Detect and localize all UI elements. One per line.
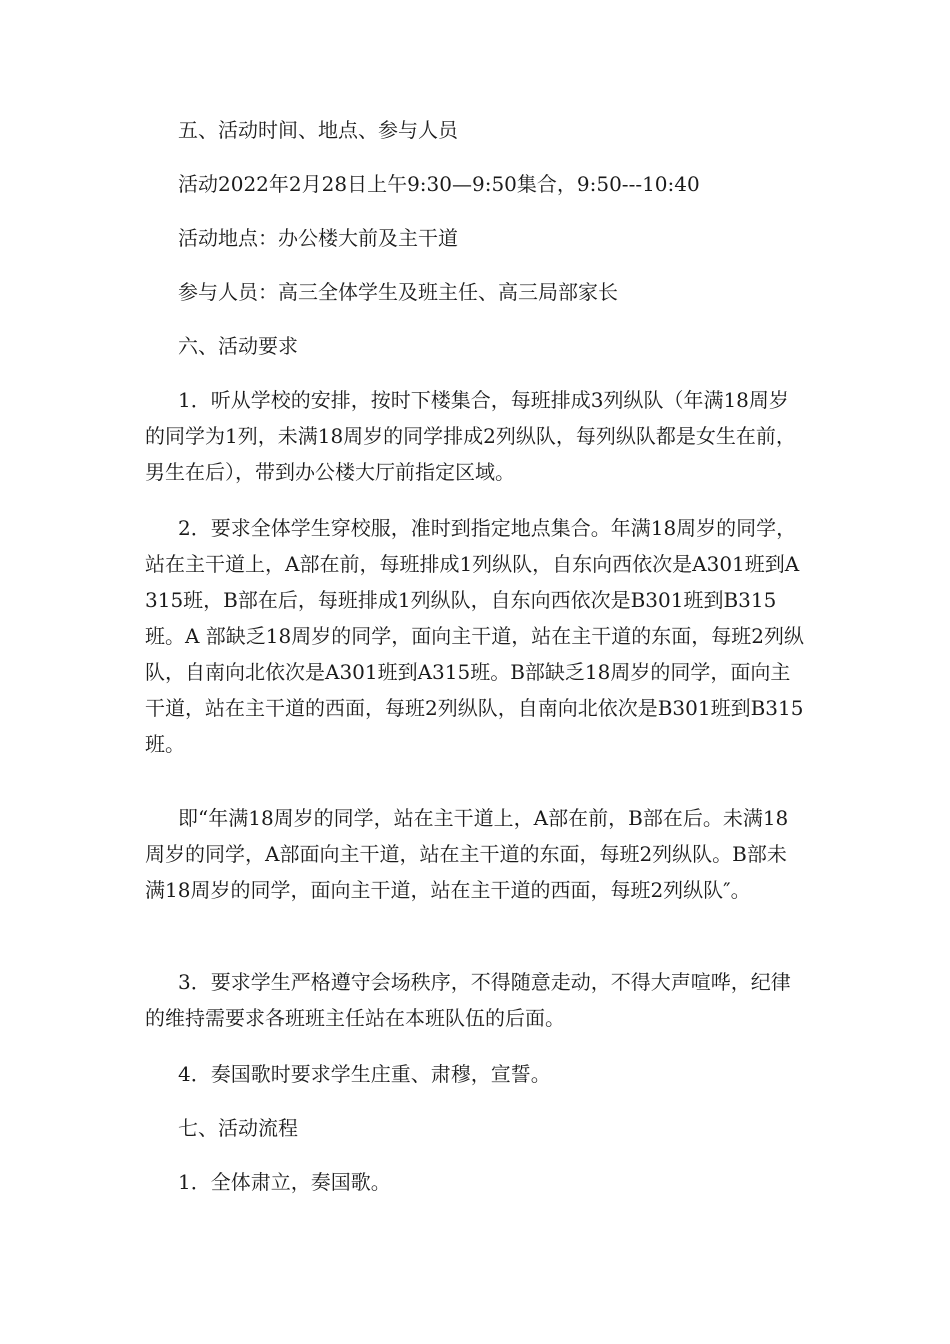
- section-heading-time-place: 五、活动时间、地点、参与人员: [178, 118, 458, 142]
- paragraph-summary-quote: 即“年满18周岁的同学，站在主干道上，A部在前，B部在后。未满18周岁的同学，A部面向主干道，站在主干道的东面，每班2列纵队。B部未满18周岁的同学，面向主干道，站在主干道的西面，每班2列纵队″。: [145, 806, 789, 902]
- paragraph-activity-location: 活动地点：办公楼大前及主干道: [178, 226, 458, 250]
- paragraph-requirement-3: 3．要求学生严格遵守会场秩序，不得随意走动，不得大声喧哗，纪律的维持需要求各班班主任站在本班队伍的后面。: [145, 970, 791, 1030]
- section-heading-requirements: 六、活动要求: [178, 334, 298, 358]
- paragraph-process-step-1: 1．全体肃立，奏国歌。: [178, 1170, 391, 1194]
- paragraph-participants: 参与人员：高三全体学生及班主任、高三局部家长: [178, 280, 618, 304]
- paragraph-requirement-1: 1．听从学校的安排，按时下楼集合，每班排成3列纵队（年满18周岁的同学为1列，未满18周岁的同学排成2列纵队，每列纵队都是女生在前，男生在后），带到办公楼大厅前指定区域。: [145, 388, 796, 484]
- paragraph-activity-time: 活动2022年2月28日上午9:30—9:50集合，9:50---10:40: [178, 172, 700, 196]
- paragraph-requirement-2: 2．要求全体学生穿校服，准时到指定地点集合。年满18周岁的同学，站在主干道上，A部在前，每班排成1列纵队，自东向西依次是A301班到A315班，B部在后，每班排成1列纵队，自东向西依次是B301班到B315班。A 部缺乏18周岁的同学，面向主干道，站在主干道的东面，每班2列纵队，自南向北依次是A301班到A315班。B部缺乏18周岁的同学，面向主干道，站在主干道的西面，每班2列纵队，自南向北依次是B301班到B315班。: [145, 516, 804, 756]
- paragraph-requirement-4: 4．奏国歌时要求学生庄重、肃穆，宣誓。: [178, 1062, 551, 1086]
- section-heading-process: 七、活动流程: [178, 1116, 298, 1140]
